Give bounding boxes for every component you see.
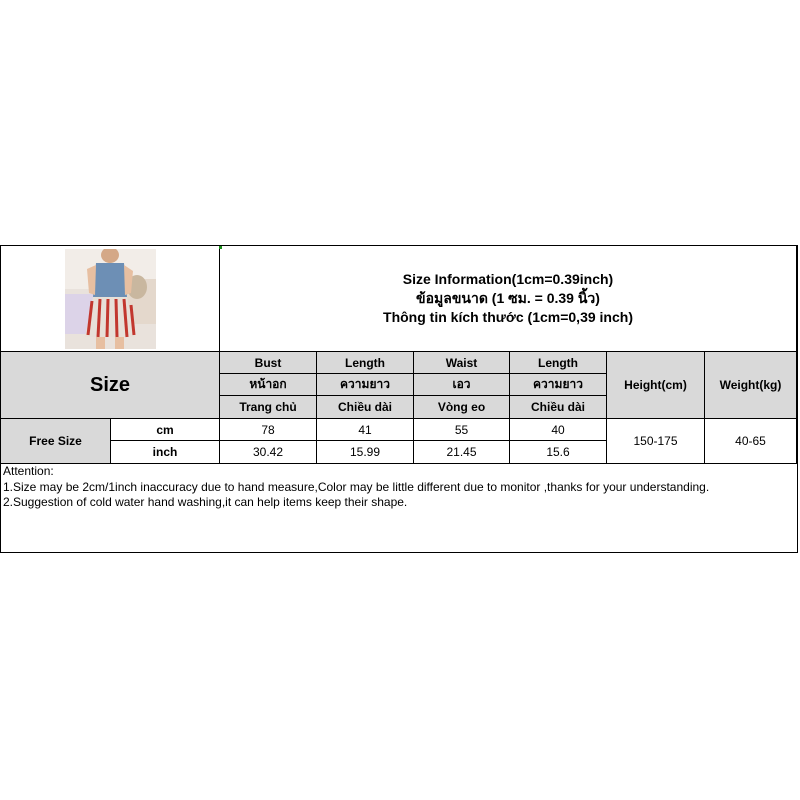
col-header-length-th (317, 374, 414, 396)
cm-waist (414, 419, 510, 441)
cell-marker (219, 246, 222, 249)
free-size-text: Free Size (29, 434, 82, 448)
attention-line-2: 2.Suggestion of cold water hand washing,it can help items keep their shape. (3, 495, 408, 509)
inch-length2 (510, 441, 607, 464)
value-text: 78 (261, 422, 275, 437)
size-chart (0, 245, 798, 553)
col-header-waist-th (414, 374, 510, 396)
unit-inch (111, 441, 220, 464)
col-header-weight (705, 352, 797, 419)
col-header-text: Weight(kg) (719, 378, 782, 392)
value-text: 40 (551, 422, 565, 437)
col-header-text: Waist (445, 355, 478, 370)
size-header (1, 352, 220, 419)
col-header-bust-en (220, 352, 317, 374)
title-english: Size Information(1cm=0.39inch) (402, 271, 614, 287)
col-header-bust-vi (220, 396, 317, 419)
value-text: 41 (358, 422, 372, 437)
cm-length (317, 419, 414, 441)
height-value (607, 419, 705, 464)
col-header-text: Chiều dài (337, 400, 392, 414)
col-header-text: Vòng eo (437, 400, 486, 414)
col-header-length-vi (317, 396, 414, 419)
weight-value (705, 419, 797, 464)
col-header-length2-vi (510, 396, 607, 419)
size-header-label: Size (89, 373, 131, 396)
unit-text: cm (156, 422, 174, 437)
inch-length (317, 441, 414, 464)
product-photo (65, 249, 156, 349)
col-header-text: ความยาว (533, 377, 583, 391)
col-header-text: หน้าอก (249, 377, 287, 391)
inch-waist (414, 441, 510, 464)
attention-heading: Attention: (3, 464, 54, 478)
size-info-title-cell (220, 246, 797, 352)
col-header-text: Bust (254, 355, 282, 370)
value-text: 15.6 (546, 445, 570, 459)
value-text: 30.42 (252, 445, 284, 459)
attention-line-1: 1.Size may be 2cm/1inch inaccuracy due to hand measure,Color may be little different due to monitor ,thanks for your understanding. (3, 479, 710, 494)
col-header-bust-th (220, 374, 317, 396)
col-header-text: Chiều dài (530, 400, 585, 414)
value-text: 40-65 (735, 434, 766, 448)
cm-bust (220, 419, 317, 441)
value-text: 21.45 (446, 445, 477, 459)
col-header-text: เอว (452, 377, 471, 391)
title-thai: ข้อมูลขนาด (1 ซม. = 0.39 นิ้ว) (416, 290, 600, 306)
value-text: 15.99 (349, 445, 381, 459)
col-header-text: ความยาว (340, 377, 390, 391)
unit-cm (111, 419, 220, 441)
value-text: 150-175 (633, 434, 678, 448)
inch-bust (220, 441, 317, 464)
free-size-label (1, 419, 111, 464)
col-header-text: Length (538, 355, 578, 370)
col-header-length-en (317, 352, 414, 374)
cm-length2 (510, 419, 607, 441)
col-header-text: Height(cm) (624, 378, 687, 392)
col-header-text: Length (345, 355, 385, 370)
col-header-length2-th (510, 374, 607, 396)
product-photo-image (65, 249, 156, 349)
title-vietnamese: Thông tin kích thước (1cm=0,39 inch) (383, 309, 633, 325)
unit-text: inch (152, 445, 178, 459)
col-header-waist-vi (414, 396, 510, 419)
col-header-waist-en (414, 352, 510, 374)
col-header-text: Trang chủ (239, 400, 297, 414)
attention-notes (3, 464, 709, 511)
col-header-length2-en (510, 352, 607, 374)
col-header-height (607, 352, 705, 419)
value-text: 55 (454, 422, 469, 437)
